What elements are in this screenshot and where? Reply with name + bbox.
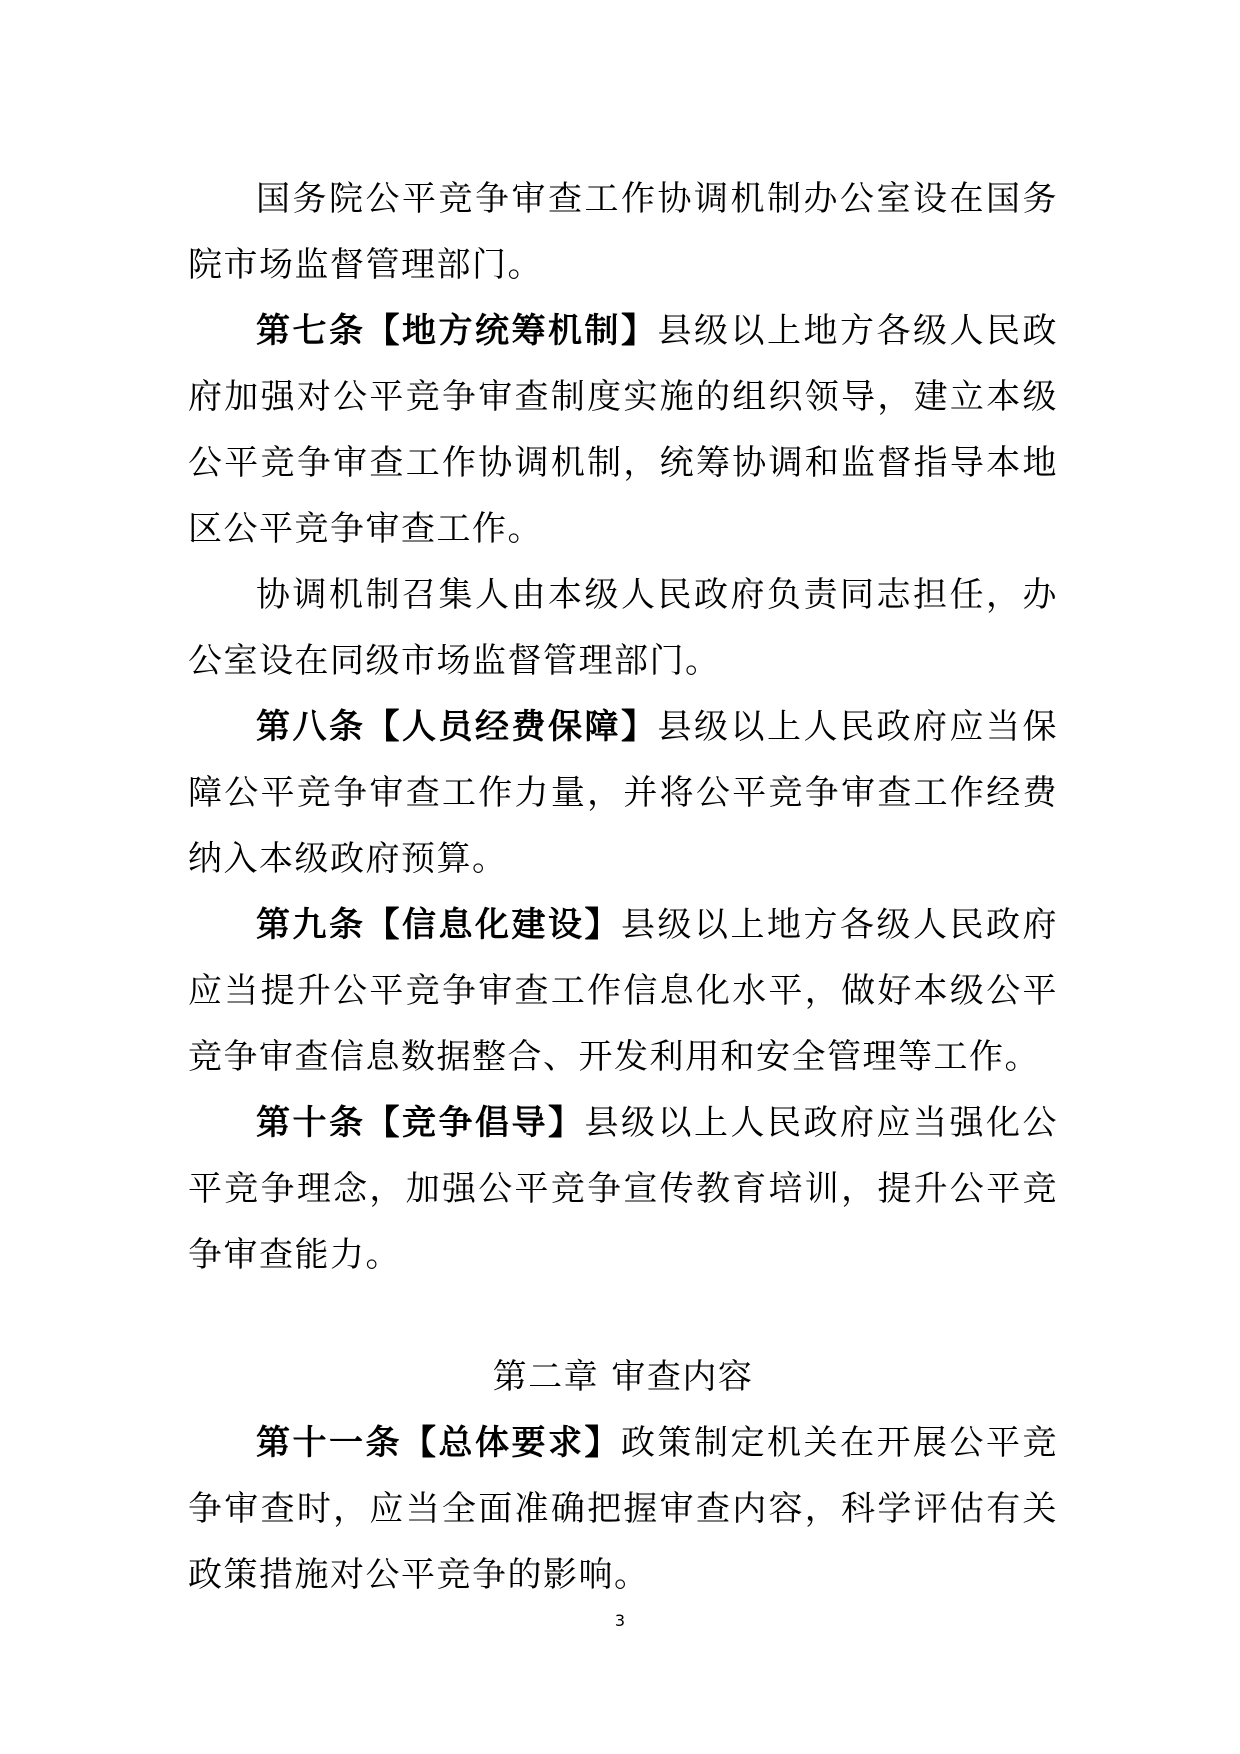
paragraph-text: 县级以上地方各级人民政府应当提升公平竞争审查工作信息化水平，做好本级公平竞争审查信息数据整合、开发利用和安全管理等工作。: [188, 905, 1058, 1077]
document-body: [188, 166, 1058, 1608]
article-heading: 第十条【竞争倡导】: [256, 1103, 585, 1143]
paragraph-article-7: [188, 298, 1058, 562]
paragraph-text: 政策制定机关在开展公平竞争审查时，应当全面准确把握审查内容，科学评估有关政策措施对公平竞争的影响。: [188, 1423, 1058, 1595]
paragraph-text: 协调机制召集人由本级人民政府负责同志担任，办公室设在同级市场监督管理部门。: [188, 575, 1058, 681]
paragraph-convener: [188, 562, 1058, 694]
paragraph-article-11: [188, 1410, 1058, 1608]
paragraph-article-10: [188, 1090, 1058, 1288]
paragraph-text: 县级以上人民政府应当强化公平竞争理念，加强公平竞争宣传教育培训，提升公平竞争审查能力。: [188, 1103, 1058, 1275]
article-heading: 第八条【人员经费保障】: [256, 707, 658, 747]
article-heading: 第十一条【总体要求】: [256, 1423, 621, 1463]
page-number: 3: [614, 1611, 626, 1630]
paragraph-office-location: [188, 166, 1058, 298]
paragraph-text: 国务院公平竞争审查工作协调机制办公室设在国务院市场监督管理部门。: [188, 179, 1058, 285]
article-heading: 第九条【信息化建设】: [256, 905, 621, 945]
article-heading: 第七条【地方统筹机制】: [256, 311, 658, 351]
paragraph-text: 县级以上地方各级人民政府加强对公平竞争审查制度实施的组织领导，建立本级公平竞争审查工作协调机制，统筹协调和监督指导本地区公平竞争审查工作。: [188, 311, 1058, 549]
paragraph-text: 县级以上人民政府应当保障公平竞争审查工作力量，并将公平竞争审查工作经费纳入本级政府预算。: [188, 707, 1058, 879]
chapter-title: 第二章 审查内容: [492, 1357, 754, 1397]
paragraph-article-9: [188, 892, 1058, 1090]
paragraph-article-8: [188, 694, 1058, 892]
